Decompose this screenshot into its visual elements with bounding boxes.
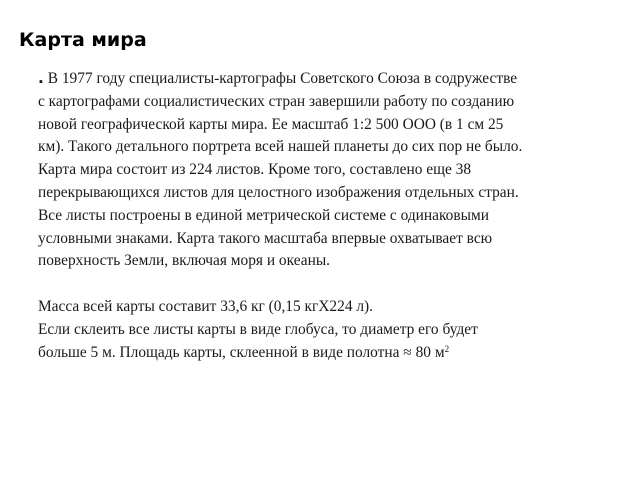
body-line (38, 67, 610, 91)
slide-body (38, 67, 610, 365)
body-line: поверхность Земли, включая моря и океаны. (38, 252, 331, 270)
body-line: условными знаками. Карта такого масштаба впервые охватывает всю (38, 229, 493, 247)
body-line: перекрывающихся листов для целостного изображения отдельных стран. (38, 183, 519, 201)
body-line: Все листы построены в единой метрической системе с одинаковыми (38, 206, 489, 224)
body-line: Карта мира состоит из 224 листов. Кроме того, составлено еще 38 (38, 161, 472, 179)
slide-title: Карта мира (19, 29, 147, 51)
body-line (38, 342, 610, 365)
body-line: новой географической карты мира. Ее масштаб 1:2 500 ООО (в 1 см 25 (38, 115, 504, 133)
body-line-text: больше 5 м. Площадь карты, склеенной в виде полотна ≈ 80 м (38, 343, 445, 361)
body-line: с картографами социалистических стран завершили работу по созданию (38, 92, 515, 110)
body-line: км). Такого детального портрета всей нашей планеты до сих пор не было. (38, 138, 523, 156)
body-line-text: В 1977 году специалисты-картографы Советского Союза в содружестве (43, 70, 518, 87)
body-line: Если склеить все листы карты в виде глобуса, то диаметр его будет (38, 320, 478, 338)
superscript-2: 2 (444, 343, 450, 354)
body-line: Масса всей карты составит 33,6 кг (0,15 кгХ224 л). (38, 298, 374, 316)
paragraph-gap (38, 273, 610, 296)
bullet-marker: . (38, 69, 44, 87)
